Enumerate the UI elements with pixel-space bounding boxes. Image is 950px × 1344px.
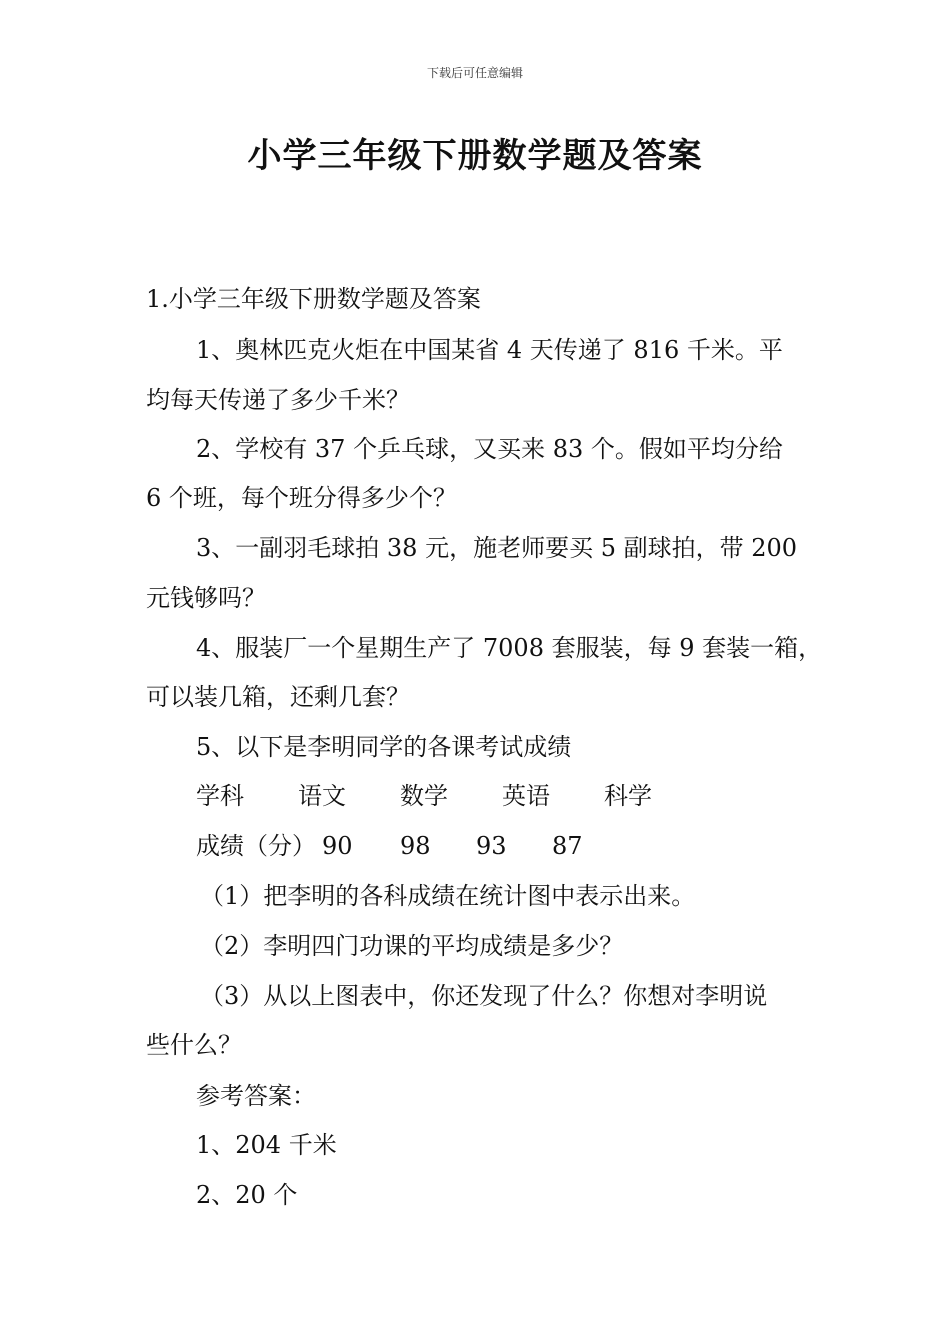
table-cell-score: 98 xyxy=(400,832,431,860)
question-2-line-1: 2、学校有 37 个乒乓球，又买来 83 个。假如平均分给 xyxy=(196,435,783,463)
section-heading: 1.小学三年级下册数学题及答案 xyxy=(146,285,481,313)
answer-1: 1、204 千米 xyxy=(196,1131,337,1159)
table-cell-score: 90 xyxy=(322,832,353,860)
question-1-line-2: 均每天传递了多少千米？ xyxy=(146,386,410,414)
question-3-line-1: 3、一副羽毛球拍 38 元，施老师要买 5 副球拍，带 200 xyxy=(196,534,798,562)
question-2-line-2: 6 个班，每个班分得多少个？ xyxy=(146,484,457,512)
document-title: 小学三年级下册数学题及答案 xyxy=(247,136,703,176)
score-table-score-row xyxy=(196,830,796,862)
table-header-subject: 学科 xyxy=(196,782,244,810)
subquestion-3-line-1: （3）从以上图表中，你还发现了什么？你想对李明说 xyxy=(200,982,768,1010)
subquestion-2: （2）李明四门功课的平均成绩是多少？ xyxy=(200,932,624,960)
score-table-header-row xyxy=(196,780,796,812)
question-5-line-1: 5、以下是李明同学的各课考试成绩 xyxy=(196,733,572,761)
subquestion-3-line-2: 些什么？ xyxy=(146,1031,242,1059)
question-3-line-2: 元钱够吗？ xyxy=(146,584,266,612)
question-4-line-2: 可以装几箱，还剩几套？ xyxy=(146,683,410,711)
table-cell-score: 87 xyxy=(552,832,583,860)
table-cell-score: 93 xyxy=(476,832,507,860)
table-header-english: 英语 xyxy=(502,782,550,810)
table-header-science: 科学 xyxy=(604,782,652,810)
table-header-chinese: 语文 xyxy=(298,782,346,810)
subquestion-1: （1）把李明的各科成绩在统计图中表示出来。 xyxy=(200,882,696,910)
table-row-label: 成绩（分） xyxy=(196,832,316,860)
answer-2: 2、20 个 xyxy=(196,1181,298,1209)
question-4-line-1: 4、服装厂一个星期生产了 7008 套服装，每 9 套装一箱， xyxy=(196,634,823,662)
answers-heading: 参考答案： xyxy=(196,1082,316,1110)
header-note: 下载后可任意编辑 xyxy=(426,66,523,80)
question-1-line-1: 1、奥林匹克火炬在中国某省 4 天传递了 816 千米。平 xyxy=(196,336,783,364)
table-header-math: 数学 xyxy=(400,782,448,810)
